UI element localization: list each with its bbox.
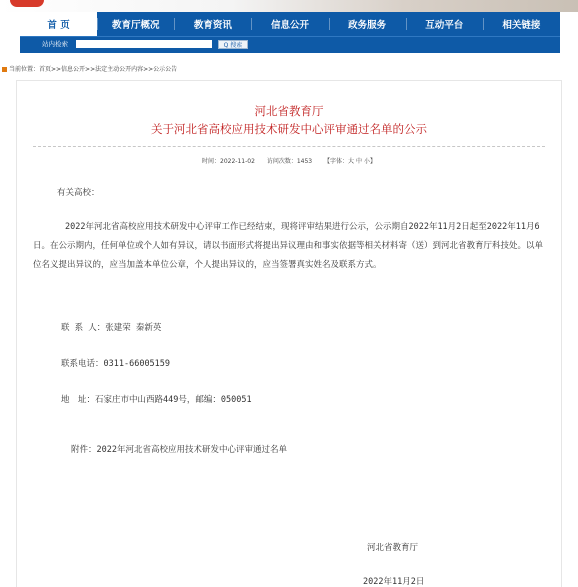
search-bar xyxy=(20,36,560,53)
nav-item-news[interactable]: 教育资讯 xyxy=(174,12,251,36)
article-paragraph: 2022年河北省高校应用技术研发中心评审工作已经结束，现将评审结果进行公示，公示期自2022年11月2日起至2022年11月6日。在公示期内，任何单位或个人如有异议，请以书面形式将提出异议理由和事实依据等相关材料寄（送）到河北省教育厅科技处。以单位名义提出异议的，应当加盖本单位公章，个人提出异议的，应当签署真实姓名及联系方式。 xyxy=(33,222,544,270)
attachment-link[interactable]: 附件：2022年河北省高校应用技术研发中心评审通过名单 xyxy=(71,445,287,455)
article-title: 关于河北省高校应用技术研发中心评审通过名单的公示 xyxy=(151,122,427,136)
nav-item-overview[interactable]: 教育厅概况 xyxy=(97,12,174,36)
font-size-control xyxy=(324,158,376,165)
article-panel xyxy=(16,80,562,587)
font-size-prefix: 【字体： xyxy=(324,158,349,165)
breadcrumb-text[interactable]: 当前位置：首页>>信息公开>>法定主动公开内容>>公示公告 xyxy=(9,66,178,73)
contact-phone: 联系电话：0311-66005159 xyxy=(61,359,171,369)
article-greeting: 有关高校： xyxy=(57,188,100,198)
article-org-title: 河北省教育厅 xyxy=(254,104,324,118)
nav-item-links[interactable]: 相关链接 xyxy=(483,12,560,36)
font-size-medium-button[interactable]: 中 xyxy=(355,158,362,165)
header-banner xyxy=(0,0,578,12)
font-size-small-button[interactable]: 小 xyxy=(363,158,370,165)
title-divider xyxy=(33,146,545,147)
emblem-logo xyxy=(10,0,44,7)
main-nav xyxy=(20,12,560,36)
article-meta xyxy=(17,156,561,165)
nav-item-home[interactable]: 首 页 xyxy=(20,12,97,36)
signature-org: 河北省教育厅 xyxy=(367,543,419,553)
breadcrumb-bullet-icon xyxy=(2,67,7,72)
contact-person: 联 系 人：张建荣 秦新英 xyxy=(61,323,162,333)
nav-item-gov-services[interactable]: 政务服务 xyxy=(329,12,406,36)
signature-date: 2022年11月2日 xyxy=(363,577,425,587)
breadcrumb xyxy=(2,64,177,73)
contact-address: 地 址：石家庄市中山西路449号，邮编：050051 xyxy=(61,395,252,405)
search-button[interactable]: Q 搜索 xyxy=(218,40,248,49)
search-input[interactable] xyxy=(76,40,212,48)
view-count: 访问次数：1453 xyxy=(266,158,313,165)
nav-item-info-disclosure[interactable]: 信息公开 xyxy=(251,12,328,36)
font-size-suffix: 】 xyxy=(369,158,376,165)
search-label: 站内检索 xyxy=(42,40,68,48)
publish-time: 时间：2022-11-02 xyxy=(202,158,255,165)
nav-item-interaction[interactable]: 互动平台 xyxy=(406,12,483,36)
font-size-large-button[interactable]: 大 xyxy=(348,158,355,165)
